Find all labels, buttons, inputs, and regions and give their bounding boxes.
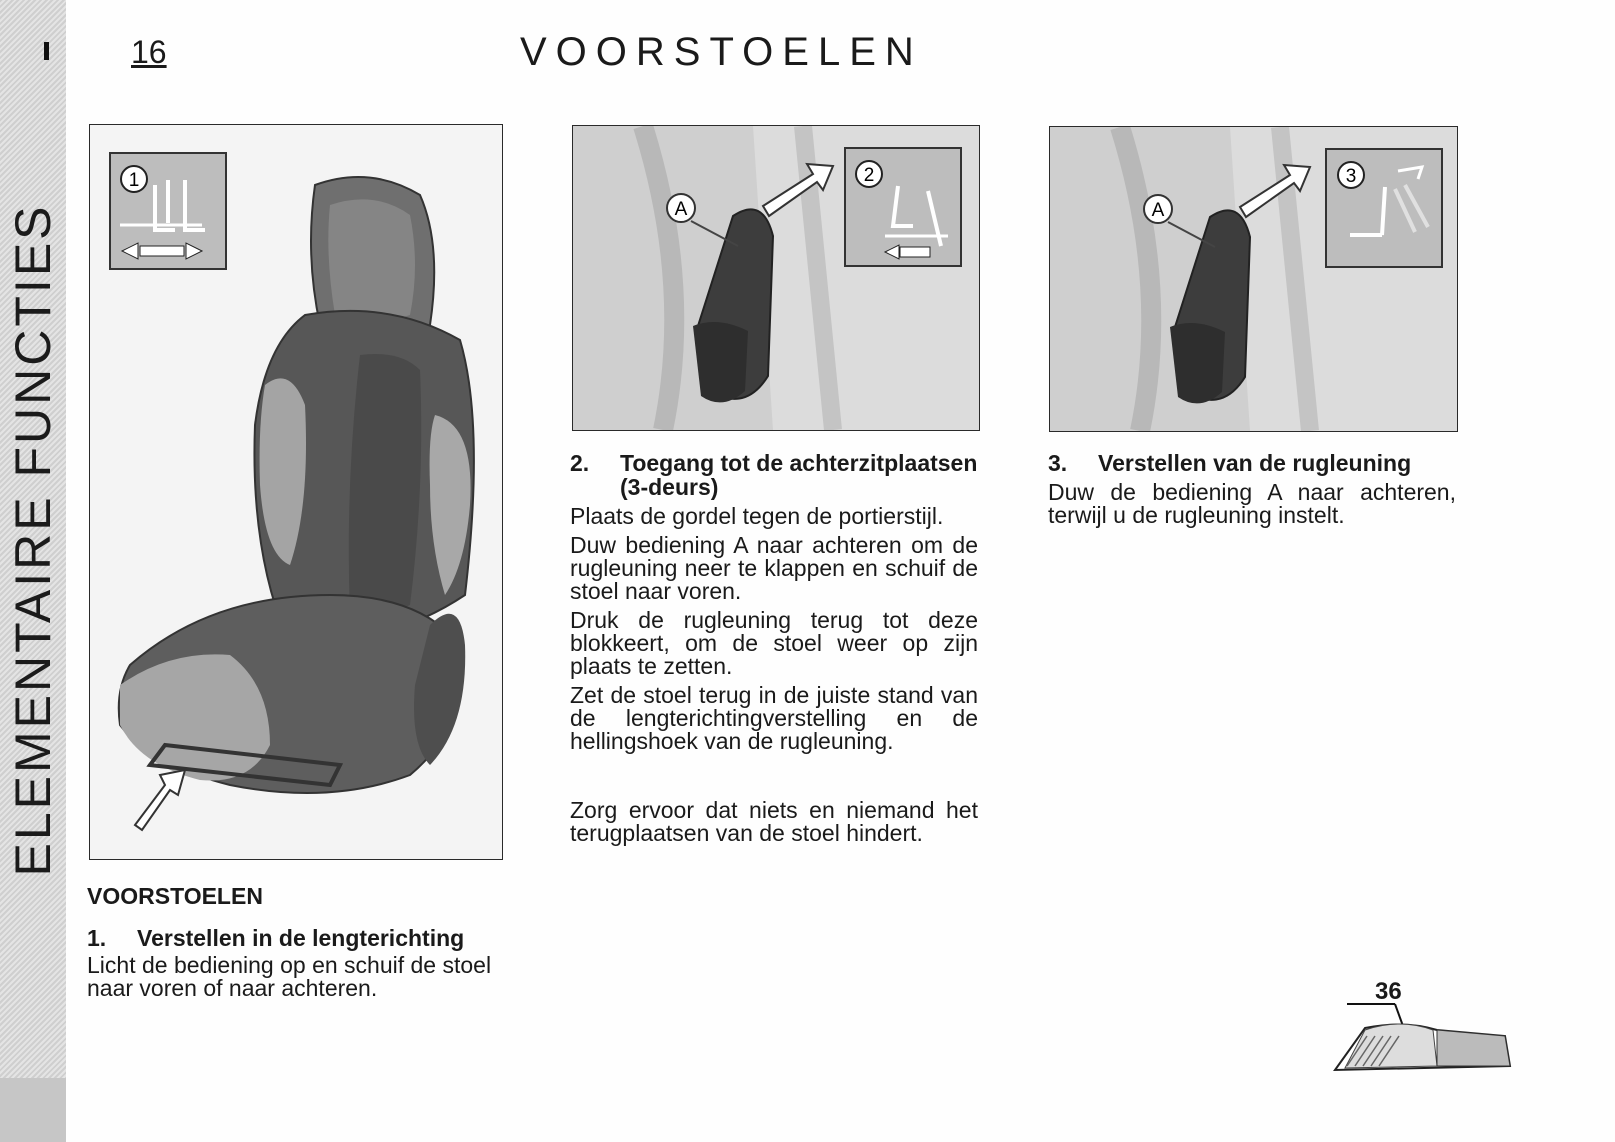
callout-a: A <box>674 199 688 220</box>
tab-marker <box>44 42 49 60</box>
paragraph: Duw de bediening A naar achteren, terwijl u de rugleuning instelt. <box>1048 479 1456 528</box>
section-heading: VOORSTOELEN <box>87 883 263 909</box>
backrest-adjust-figure <box>1049 126 1458 432</box>
item-number: 3. <box>1048 450 1068 476</box>
item-heading <box>1048 451 1456 475</box>
chapter-side-tab <box>0 0 66 1142</box>
inset-number-3: 3 <box>1345 166 1357 187</box>
paragraph: Zet de stoel terug in de juiste stand van de lengterichtingverstelling en de hellingshoek van de rugleuning. <box>570 682 978 754</box>
callout-a: A <box>1151 200 1165 221</box>
middle-column <box>570 451 978 845</box>
paragraph: Duw bediening A naar achteren om de rugleuning neer te klappen en schuif de stoel naar voren. <box>570 532 978 604</box>
seat-illustration <box>90 125 502 859</box>
warning-paragraph: Zorg ervoor dat niets en niemand het terugplaatsen van de stoel hindert. <box>570 797 978 846</box>
seat-figure <box>89 124 503 860</box>
page-title: VOORSTOELEN <box>520 30 923 74</box>
left-column <box>87 884 498 1000</box>
item-heading <box>570 451 978 499</box>
item-title: Verstellen in de lengterichting <box>137 925 465 951</box>
paragraph: Plaats de gordel tegen de portierstijl. <box>570 503 944 529</box>
tab-bottom-block <box>0 1078 66 1142</box>
item-heading <box>87 926 498 950</box>
item-number: 1. <box>87 925 107 951</box>
inset-number-2: 2 <box>863 165 875 186</box>
item-title: Toegang tot de achterzitplaatsen (3-deurs) <box>620 450 978 500</box>
page-reference-book-icon <box>1325 970 1515 1082</box>
item-title: Verstellen van de rugleuning <box>1098 450 1412 476</box>
paragraph: Druk de rugleuning terug tot deze blokkeert, om de stoel weer op zijn plaats te zetten. <box>570 607 978 679</box>
item-number: 2. <box>570 450 590 476</box>
inset-number-1: 1 <box>128 170 140 191</box>
chapter-title: ELEMENTAIRE FUNCTIES <box>5 203 61 877</box>
page-number: 16 <box>131 34 167 70</box>
right-column <box>1048 451 1456 527</box>
backrest-tilt-figure <box>572 125 980 431</box>
page-reference-number: 36 <box>1375 978 1402 1005</box>
paragraph: Licht de bediening op en schuif de stoel naar voren of naar achteren. <box>87 952 492 1001</box>
